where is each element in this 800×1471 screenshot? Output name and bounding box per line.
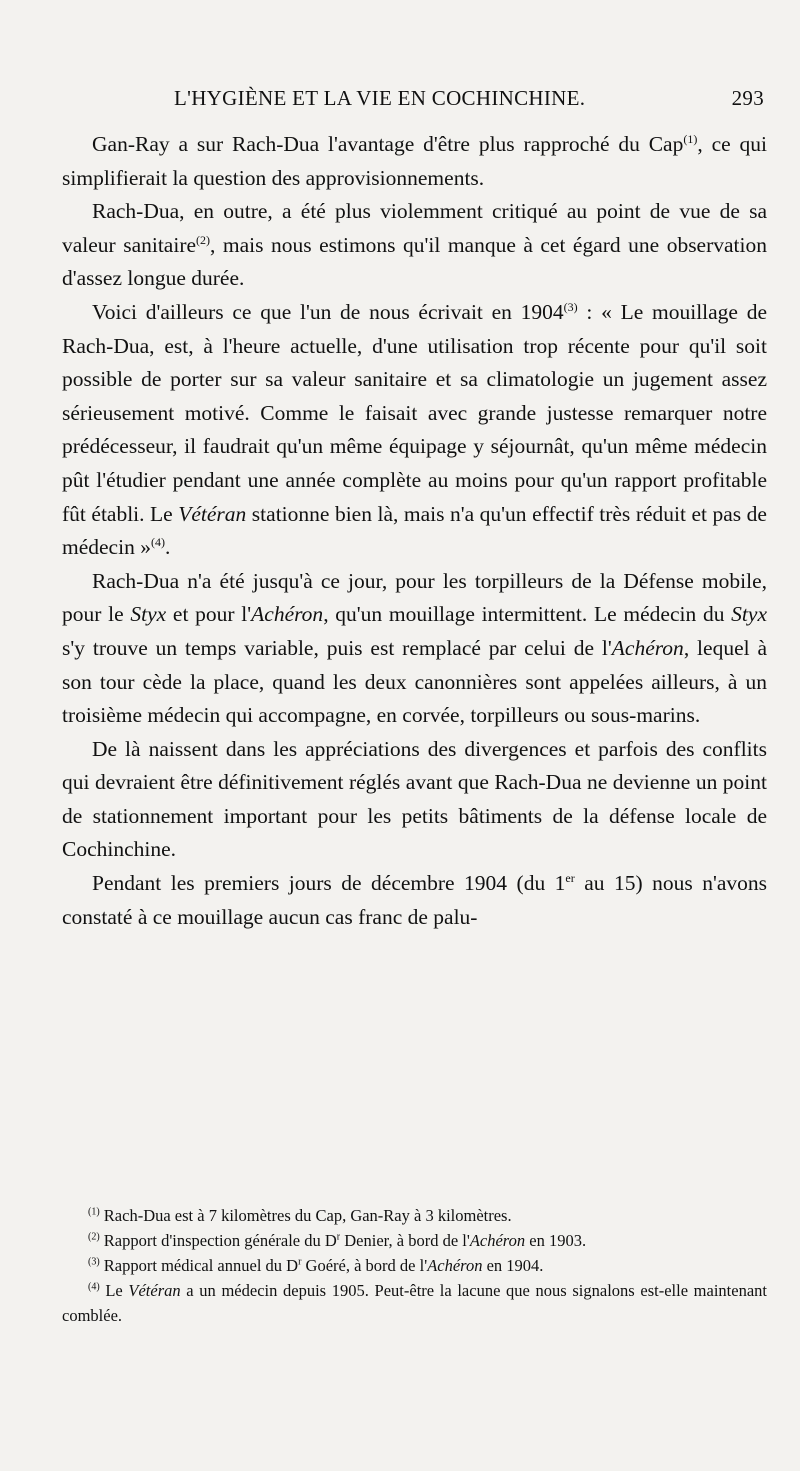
footnote-4: $^{(4)}$ Le Vétéran a un médecin depuis 1905. Peut-être la lacune que nous signalons est-elle maintenant comblée. <box>62 1281 767 1325</box>
ship-name: Vétéran <box>178 501 247 526</box>
paragraph-2: Rach-Dua, en outre, a été plus violemment critiqué au point de vue de sa valeur sanitaire$^{(2)}$, mais nous estimons qu'il manque à cet égard une observation d'assez longue durée. <box>62 199 767 291</box>
footnote-ref-2: (2) <box>196 232 211 247</box>
footnotes <box>62 1203 767 1328</box>
footnote-1: $^{(1)}$ Rach-Dua est à 7 kilomètres du Cap, Gan-Ray à 3 kilomètres. <box>88 1206 512 1225</box>
paragraph-4: Rach-Dua n'a été jusqu'à ce jour, pour les torpilleurs de la Défense mobile, pour le Styx et pour l'Achéron, qu'un mouillage intermittent. Le médecin du Styx s'y trouve un temps variable, puis est remplacé par celui de l'Achéron, lequel à son tour cède la place, quand les deux canonnières sont appelées ailleurs, à un troisième médecin qui accompagne, en corvée, torpilleurs ou sous-marins. <box>62 568 767 728</box>
footnote-2: $^{(2)}$ Rapport d'inspection générale du $D^r$ Denier, à bord de l'Achéron en 1903. <box>88 1231 587 1250</box>
footnote-ref-3: (3) <box>563 299 578 314</box>
paragraph-6: Pendant les premiers jours de décembre 1904 (du 1er au 15) nous n'avons constaté à ce mouillage aucun cas franc de palu- <box>62 870 767 929</box>
paragraph-1: Gan-Ray a sur Rach-Dua l'avantage d'être plus rapproché du Cap$^{(1)}$, ce qui simplifierait la question des approvisionnements. <box>62 131 767 190</box>
footnote-ref-4: (4) <box>150 534 165 549</box>
running-title: L'HYGIÈNE ET LA VIE EN COCHINCHINE. <box>174 86 586 110</box>
page-number: 293 <box>731 86 764 110</box>
ship-name: Styx <box>130 602 167 627</box>
ship-name: Achéron <box>251 602 324 627</box>
main-text <box>62 128 767 934</box>
ship-name: Styx <box>731 602 767 627</box>
paragraph-5: De là naissent dans les appréciations des divergences et parfois des conflits qui devraient être définitivement réglés avant que Rach-Dua ne devienne un point de stationnement important pour les petits bâtiments de la défense locale de Cochinchine. <box>62 736 767 862</box>
footnote-3: $^{(3)}$ Rapport médical annuel du $D^r$ Goéré, à bord de l'Achéron en 1904. <box>88 1256 544 1275</box>
paragraph-3: Voici d'ailleurs ce que l'un de nous écrivait en 1904$^{(3)}$ : « Le mouillage de Rach-Dua, est, à l'heure actuelle, d'une utilisation trop récente pour qu'il soit possible de porter sur sa valeur sanitaire et sa climatologie un jugement assez sérieusement motivé. Comme le faisait avec grande justesse remarquer notre prédécesseur, il faudrait qu'un même équipage y séjournât, qu'un même médecin pût l'étudier pendant une année complète au moins pour qu'un rapport profitable fût établi. Le Vétéran stationne bien là, mais n'a qu'un effectif très réduit et pas de médecin »$^{(4)}$. <box>62 299 767 560</box>
ship-name: Achéron <box>611 635 684 660</box>
footnote-ref-1: (1) <box>683 131 698 146</box>
